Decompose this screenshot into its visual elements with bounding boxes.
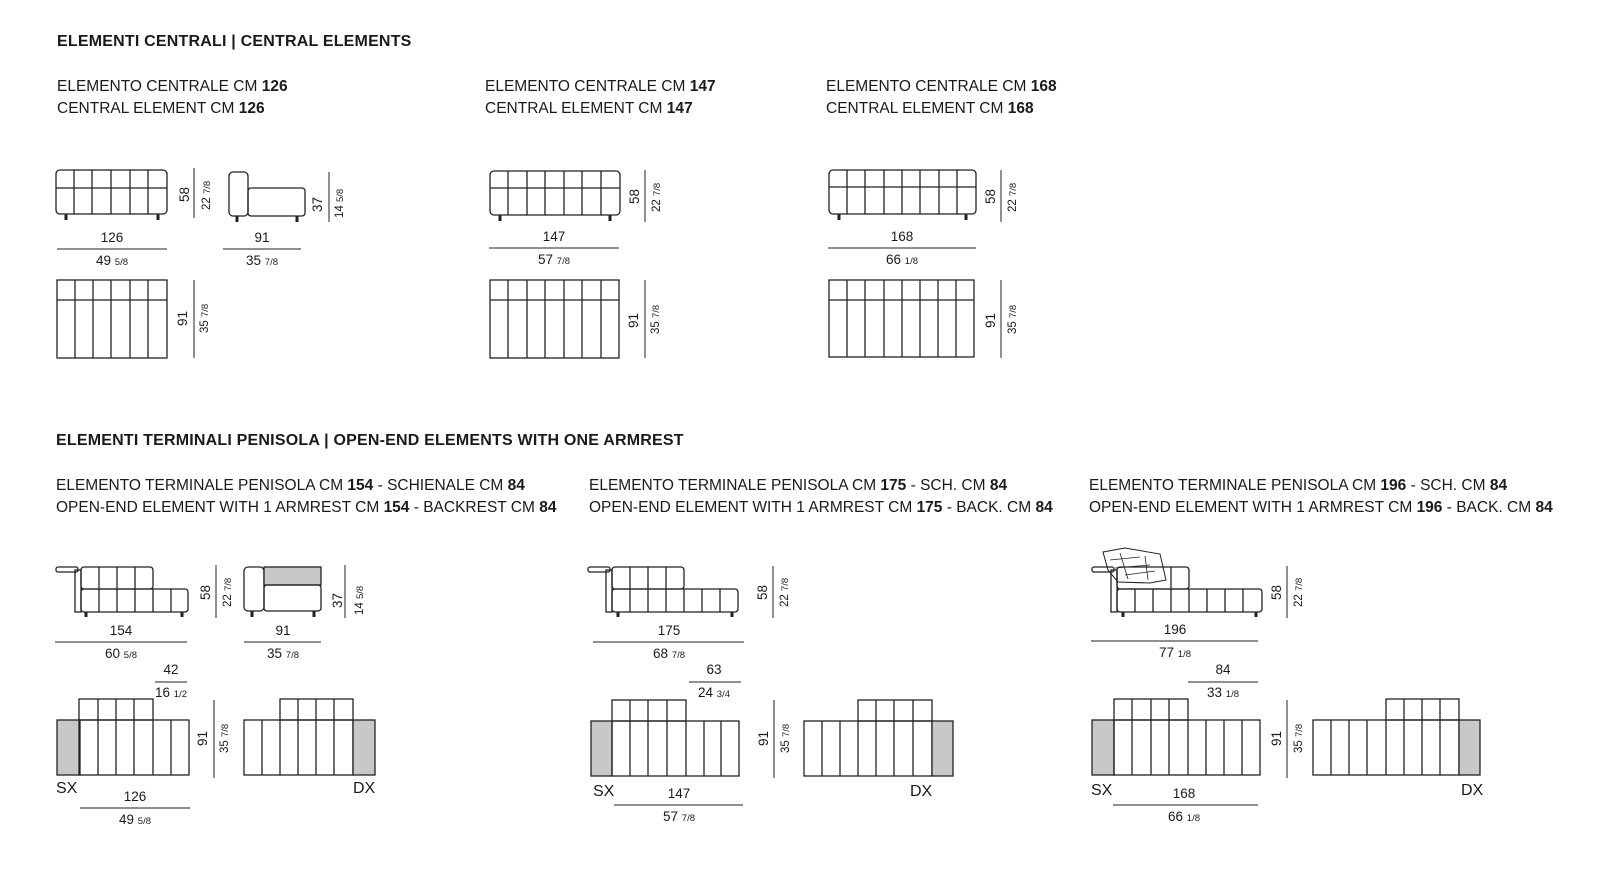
dim-width-cm: 154 — [109, 623, 133, 638]
dim-height-cm: 58 — [198, 584, 213, 600]
dim-plan-width-in: 66 1/8 — [1167, 809, 1201, 824]
dim-depth-cm: 91 — [756, 730, 771, 746]
dim-plan-width-cm: 126 — [123, 789, 147, 804]
dim-plan-width-in: 57 7/8 — [662, 809, 696, 824]
dim-height-in: 22 7/8 — [651, 182, 663, 212]
dim-seat-height-in: 14 5/8 — [354, 585, 366, 615]
open-end-plan-dx-196 — [1313, 699, 1480, 775]
caption-central-168: ELEMENTO CENTRALE CM 168 CENTRAL ELEMENT CM 168 — [826, 78, 1057, 117]
open-end-plan-sx-196 — [1092, 699, 1260, 775]
caption-central-147: ELEMENTO CENTRALE CM 147 CENTRAL ELEMENT CM 147 — [485, 78, 716, 117]
dim-height-in: 22 7/8 — [201, 180, 213, 210]
sofa-plan-view-147 — [490, 280, 619, 358]
dim-side-depth-cm: 91 — [275, 623, 291, 638]
caption-open-end-196: ELEMENTO TERMINALE PENISOLA CM 196 - SCH. CM 84 OPEN-END ELEMENT WITH 1 ARMREST CM 196 - BACK. CM 84 — [1089, 477, 1553, 516]
dim-depth-in: 35 7/8 — [650, 304, 662, 334]
dim-width-in: 49 5/8 — [95, 253, 129, 268]
section-title-open-end: ELEMENTI TERMINALI PENISOLA | OPEN-END ELEMENTS WITH ONE ARMREST — [56, 432, 684, 449]
dim-backrest-cm: 63 — [706, 662, 722, 677]
dim-width-cm: 126 — [100, 230, 124, 245]
open-end-front-view-196 — [1092, 548, 1262, 617]
sofa-front-view-126 — [56, 170, 167, 220]
sofa-plan-view-168 — [829, 280, 974, 357]
section-title-central: ELEMENTI CENTRALI | CENTRAL ELEMENTS — [57, 33, 412, 50]
dim-depth-cm: 91 — [1269, 730, 1284, 746]
open-end-plan-dx-175 — [804, 700, 953, 776]
open-end-front-view-175 — [588, 567, 738, 617]
dim-depth-in: 35 7/8 — [1293, 723, 1305, 753]
sofa-front-view-147 — [490, 171, 620, 221]
dim-height-in: 22 7/8 — [779, 577, 791, 607]
dim-side-depth-in: 35 7/8 — [245, 253, 279, 268]
label-dx: DX — [1461, 782, 1484, 799]
dim-plan-width-cm: 147 — [667, 786, 691, 801]
dim-seat-height-cm: 37 — [310, 196, 325, 212]
dim-width-in: 68 7/8 — [652, 646, 686, 661]
open-end-front-view-154 — [56, 567, 188, 617]
dim-height-in: 22 7/8 — [222, 577, 234, 607]
dim-depth-cm: 91 — [195, 730, 210, 746]
open-end-plan-dx-154 — [244, 699, 375, 775]
dim-width-cm: 147 — [542, 229, 566, 244]
sofa-front-view-168 — [829, 170, 976, 220]
dim-height-cm: 58 — [177, 186, 192, 202]
dim-height-cm: 58 — [627, 188, 642, 204]
dim-plan-width-in: 49 5/8 — [118, 812, 152, 827]
dim-height-cm: 58 — [1269, 584, 1284, 600]
label-sx: SX — [593, 783, 615, 800]
dim-width-in: 57 7/8 — [537, 252, 571, 267]
dim-backrest-in: 33 1/8 — [1206, 685, 1240, 700]
dim-seat-height-in: 14 5/8 — [334, 188, 346, 218]
dim-depth-in: 35 7/8 — [199, 303, 211, 333]
dim-depth-cm: 91 — [175, 310, 190, 326]
dim-width-in: 77 1/8 — [1158, 645, 1192, 660]
label-dx: DX — [353, 780, 376, 797]
dim-height-in: 22 7/8 — [1293, 577, 1305, 607]
dim-width-in: 66 1/8 — [885, 252, 919, 267]
dim-depth-cm: 91 — [626, 312, 641, 328]
dim-backrest-in: 24 3/4 — [697, 685, 731, 700]
caption-open-end-154: ELEMENTO TERMINALE PENISOLA CM 154 - SCHIENALE CM 84 OPEN-END ELEMENT WITH 1 ARMREST CM 154 - BACKREST CM 84 — [56, 477, 557, 516]
open-end-plan-sx-175 — [591, 700, 739, 776]
label-sx: SX — [1091, 782, 1113, 799]
open-end-plan-sx-154 — [57, 699, 189, 775]
dim-backrest-in: 16 1/2 — [154, 685, 188, 700]
dim-height-in: 22 7/8 — [1007, 182, 1019, 212]
dim-seat-height-cm: 37 — [330, 592, 345, 608]
dim-backrest-cm: 84 — [1215, 662, 1231, 677]
caption-central-126: ELEMENTO CENTRALE CM 126 CENTRAL ELEMENT CM 126 — [57, 78, 288, 117]
dim-depth-in: 35 7/8 — [1007, 304, 1019, 334]
caption-open-end-175: ELEMENTO TERMINALE PENISOLA CM 175 - SCH. CM 84 OPEN-END ELEMENT WITH 1 ARMREST CM 175 - BACK. CM 84 — [589, 477, 1053, 516]
open-end-side-view-91 — [244, 567, 321, 617]
dim-height-cm: 58 — [755, 584, 770, 600]
sofa-side-view-91 — [229, 172, 305, 222]
dim-width-cm: 168 — [890, 229, 914, 244]
dimension-lines — [55, 168, 1287, 808]
label-dx: DX — [910, 783, 933, 800]
dim-width-cm: 196 — [1163, 622, 1187, 637]
dim-depth-cm: 91 — [983, 312, 998, 328]
dim-depth-in: 35 7/8 — [780, 723, 792, 753]
dim-width-in: 60 5/8 — [104, 646, 138, 661]
dim-backrest-cm: 42 — [163, 662, 179, 677]
label-sx: SX — [56, 780, 78, 797]
dim-side-depth-cm: 91 — [254, 230, 270, 245]
dim-plan-width-cm: 168 — [1172, 786, 1196, 801]
sofa-plan-view-126 — [57, 280, 167, 358]
dim-depth-in: 35 7/8 — [219, 723, 231, 753]
dim-side-depth-in: 35 7/8 — [266, 646, 300, 661]
dim-height-cm: 58 — [983, 188, 998, 204]
dim-width-cm: 175 — [657, 623, 681, 638]
